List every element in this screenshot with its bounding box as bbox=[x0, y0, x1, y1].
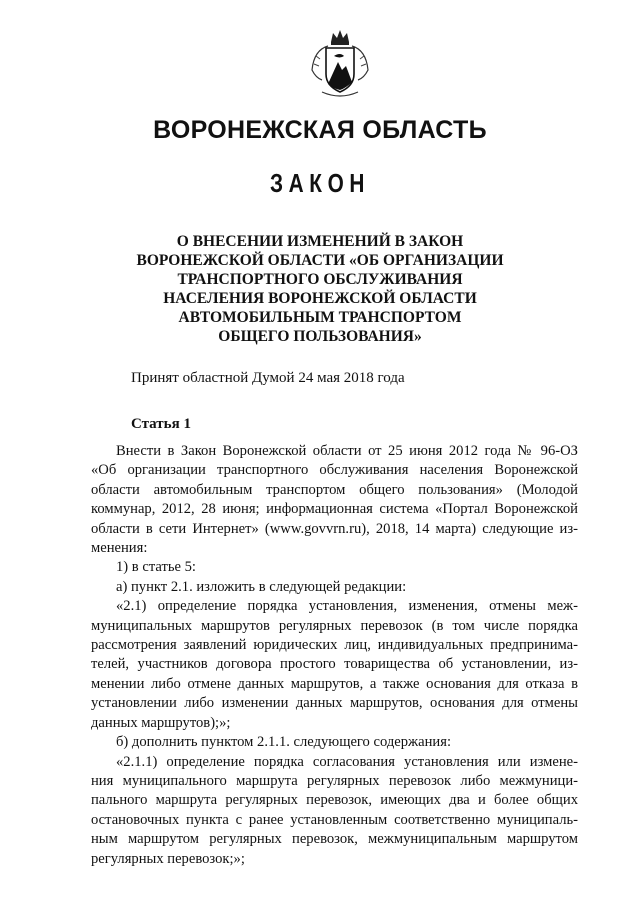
body-line: «Об организации транспортного обслуживания населения Воронежской bbox=[91, 462, 578, 479]
body-line: ным маршрутом регулярных перевозок, межмуниципальным маршрутом bbox=[91, 831, 578, 848]
law-title bbox=[80, 232, 560, 346]
body-line: области автомобильным транспортом общего пользования» (Молодой bbox=[91, 481, 578, 498]
title-line: О ВНЕСЕНИИ ИЗМЕНЕНИЙ В ЗАКОН bbox=[176, 233, 464, 250]
body-line: коммунар, 2012, 28 июня; информационная система «Портал Воронежской bbox=[91, 501, 578, 518]
body-line: рассмотрения заявлений юридических лиц, индивидуальных предпринима- bbox=[91, 637, 578, 654]
body-line: б) дополнить пунктом 2.1.1. следующего содержания: bbox=[116, 734, 451, 751]
body-line: «2.1.1) определение порядка согласования установления или измене- bbox=[116, 753, 578, 770]
body-line: Внести в Закон Воронежской области от 25 июня 2012 года № 96-ОЗ bbox=[116, 443, 578, 459]
body-line: регулярных перевозок;»; bbox=[91, 850, 245, 867]
body-line: данных маршрутов);»; bbox=[91, 714, 231, 731]
article-body bbox=[91, 442, 578, 869]
body-line: а) пункт 2.1. изложить в следующей редакции: bbox=[116, 578, 407, 595]
title-line: НАСЕЛЕНИЯ ВОРОНЕЖСКОЙ ОБЛАСТИ bbox=[163, 290, 477, 307]
article-heading: Статья 1 bbox=[131, 416, 191, 432]
voronezh-coat-of-arms-icon bbox=[304, 26, 376, 102]
title-line: ОБЩЕГО ПОЛЬЗОВАНИЯ» bbox=[218, 328, 422, 345]
body-line: области в сети Интернет» (www.govvrn.ru), 2018, 14 марта) следующие из- bbox=[91, 520, 578, 537]
region-heading: ВОРОНЕЖСКАЯ ОБЛАСТЬ bbox=[153, 116, 487, 144]
body-line: 1) в статье 5: bbox=[116, 559, 196, 576]
body-line: менения: bbox=[91, 540, 148, 557]
body-line: телей, участников договора простого товарищества об установлении, из- bbox=[91, 656, 578, 673]
body-line: муниципальных маршрутов регулярных перевозок (в том числе порядка bbox=[91, 617, 578, 634]
body-line: пального маршрута регулярных перевозок, имеющих два и более общих bbox=[91, 792, 578, 809]
body-line: «2.1) определение порядка установления, изменения, отмены меж- bbox=[116, 598, 578, 615]
adoption-date: Принят областной Думой 24 мая 2018 года bbox=[131, 370, 405, 386]
body-line: остановочных пункта с ранее установленным соответственно муниципаль- bbox=[91, 811, 578, 828]
body-line: менении либо отмене данных маршрутов, а также основания для отказа в bbox=[91, 675, 578, 692]
document-type-heading: ЗАКОН bbox=[270, 168, 370, 198]
title-line: ТРАНСПОРТНОГО ОБСЛУЖИВАНИЯ bbox=[177, 271, 463, 288]
title-line: АВТОМОБИЛЬНЫМ ТРАНСПОРТОМ bbox=[178, 309, 462, 326]
body-line: установлении либо изменении данных маршрутов, основания для отмены bbox=[91, 695, 578, 712]
title-line: ВОРОНЕЖСКОЙ ОБЛАСТИ «ОБ ОРГАНИЗАЦИИ bbox=[136, 252, 504, 269]
body-line: ния муниципального маршрута регулярных перевозок либо межмуници- bbox=[91, 772, 578, 789]
